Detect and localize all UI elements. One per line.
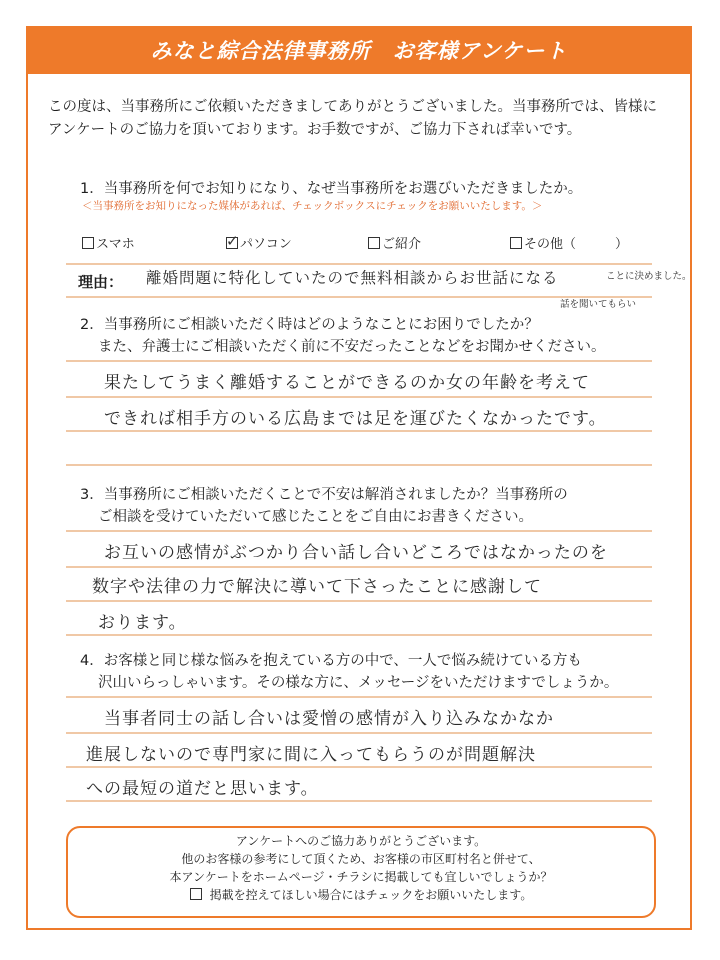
question-4-line-2: 沢山いらっしゃいます。その様な方に、メッセージをいただけますでしょうか。 — [98, 675, 619, 691]
checkbox-smartphone[interactable] — [82, 233, 135, 252]
answer-line — [66, 263, 652, 265]
checkbox-label: スマホ — [96, 237, 135, 252]
q3-answer-line-3: おります。 — [98, 613, 187, 633]
answer-line — [66, 396, 652, 398]
checkbox-label: ご紹介 — [382, 237, 422, 252]
answer-line — [66, 296, 652, 298]
reason-label: 理由： — [78, 273, 124, 291]
question-2-line-1: 2．当事務所にご相談いただく時はどのようなことにお困りでしたか？ — [80, 317, 539, 333]
question-4 — [80, 650, 618, 694]
publication-consent-box — [66, 826, 656, 918]
q1-handwritten-answer: 離婚問題に特化していたので無料相談からお世話になる — [146, 269, 559, 287]
q3-answer-line-2: 数字や法律の力で解決に導いて下さったことに感謝して — [92, 577, 542, 597]
q2-answer-line-1: 果たしてうまく離婚することができるのか女の年齢を考えて — [104, 373, 590, 393]
answer-line — [66, 530, 652, 532]
q4-answer-line-2: 進展しないので専門家に間に入ってもらうのが問題解決 — [86, 745, 536, 765]
checkbox-box[interactable] — [510, 237, 522, 249]
q4-answer-line-3: への最短の道だと思います。 — [86, 779, 319, 799]
question-2-line-2: また、弁護士にご相談いただく前に不安だったことなどをお聞かせください。 — [98, 339, 606, 355]
checkbox-label: パソコン — [240, 237, 292, 252]
survey-title: みなと綜合法律事務所 お客様アンケート — [28, 28, 690, 74]
answer-line — [66, 360, 652, 362]
intro-line-1: この度は、当事務所にご依頼いただきましてありがとうございました。当事務所では、皆様に — [48, 99, 657, 115]
answer-line — [66, 634, 652, 636]
answer-line — [66, 766, 652, 768]
footer-line-3: 本アンケートをホームページ・チラシに掲載しても宜しいでしょうか？ — [169, 870, 553, 884]
footer-line-1: アンケートへのご協力ありがとうございます。 — [235, 834, 487, 848]
question-2 — [80, 314, 606, 358]
footer-line-2: 他のお客様の参考にして頂くため、お客様の市区町村名と併せて、 — [181, 852, 541, 866]
question-3 — [80, 484, 568, 528]
intro-line-2: アンケートのご協力を頂いております。お手数ですが、ご協力下されば幸いです。 — [48, 122, 582, 138]
checkbox-label: その他（ ） — [524, 237, 629, 252]
question-4-line-1: 4．お客様と同じ様な悩みを抱えている方の中で、一人で悩み続けている方も — [80, 653, 582, 669]
opt-out-row[interactable] — [68, 886, 654, 904]
checkbox-pc[interactable] — [226, 233, 292, 252]
checkbox-other[interactable] — [510, 233, 628, 252]
q2-answer-line-2: できれば相手方のいる広島までは足を運びたくなかったです。 — [104, 409, 607, 429]
checkbox-box[interactable] — [82, 237, 94, 249]
opt-out-label: 掲載を控えてほしい場合にはチェックをお願いいたします。 — [209, 888, 533, 902]
answer-line — [66, 430, 652, 432]
q1-handwritten-insert: 話を聞いてもらい — [560, 299, 637, 310]
question-3-line-1: 3．当事務所にご相談いただくことで不安は解消されましたか？当事務所の — [80, 487, 568, 503]
opt-out-checkbox[interactable] — [190, 888, 202, 900]
q3-answer-line-1: お互いの感情がぶつかり合い話し合いどころではなかったのを — [104, 543, 608, 563]
question-1-note: ＜当事務所をお知りになった媒体があれば、チェックボックスにチェックをお願いいたします。＞ — [82, 200, 543, 212]
q4-answer-line-1: 当事者同士の話し合いは愛憎の感情が入り込みなかなか — [104, 709, 554, 729]
question-1: 1．当事務所を何でお知りになり、なぜ当事務所をお選びいただきましたか。 — [80, 181, 583, 197]
answer-line — [66, 696, 652, 698]
answer-line — [66, 732, 652, 734]
answer-line — [66, 600, 652, 602]
checkbox-box-checked[interactable] — [226, 232, 239, 250]
q1-handwritten-margin: ことに決めました。 — [606, 271, 692, 282]
check-mark-icon: ✓ — [226, 232, 239, 250]
checkbox-box[interactable] — [368, 237, 380, 249]
intro-text — [48, 96, 678, 142]
question-3-line-2: ご相談を受けていただいて感じたことをご自由にお書きください。 — [98, 509, 533, 525]
checkbox-referral[interactable] — [368, 233, 421, 252]
answer-line — [66, 464, 652, 466]
answer-line — [66, 566, 652, 568]
answer-line — [66, 800, 652, 802]
